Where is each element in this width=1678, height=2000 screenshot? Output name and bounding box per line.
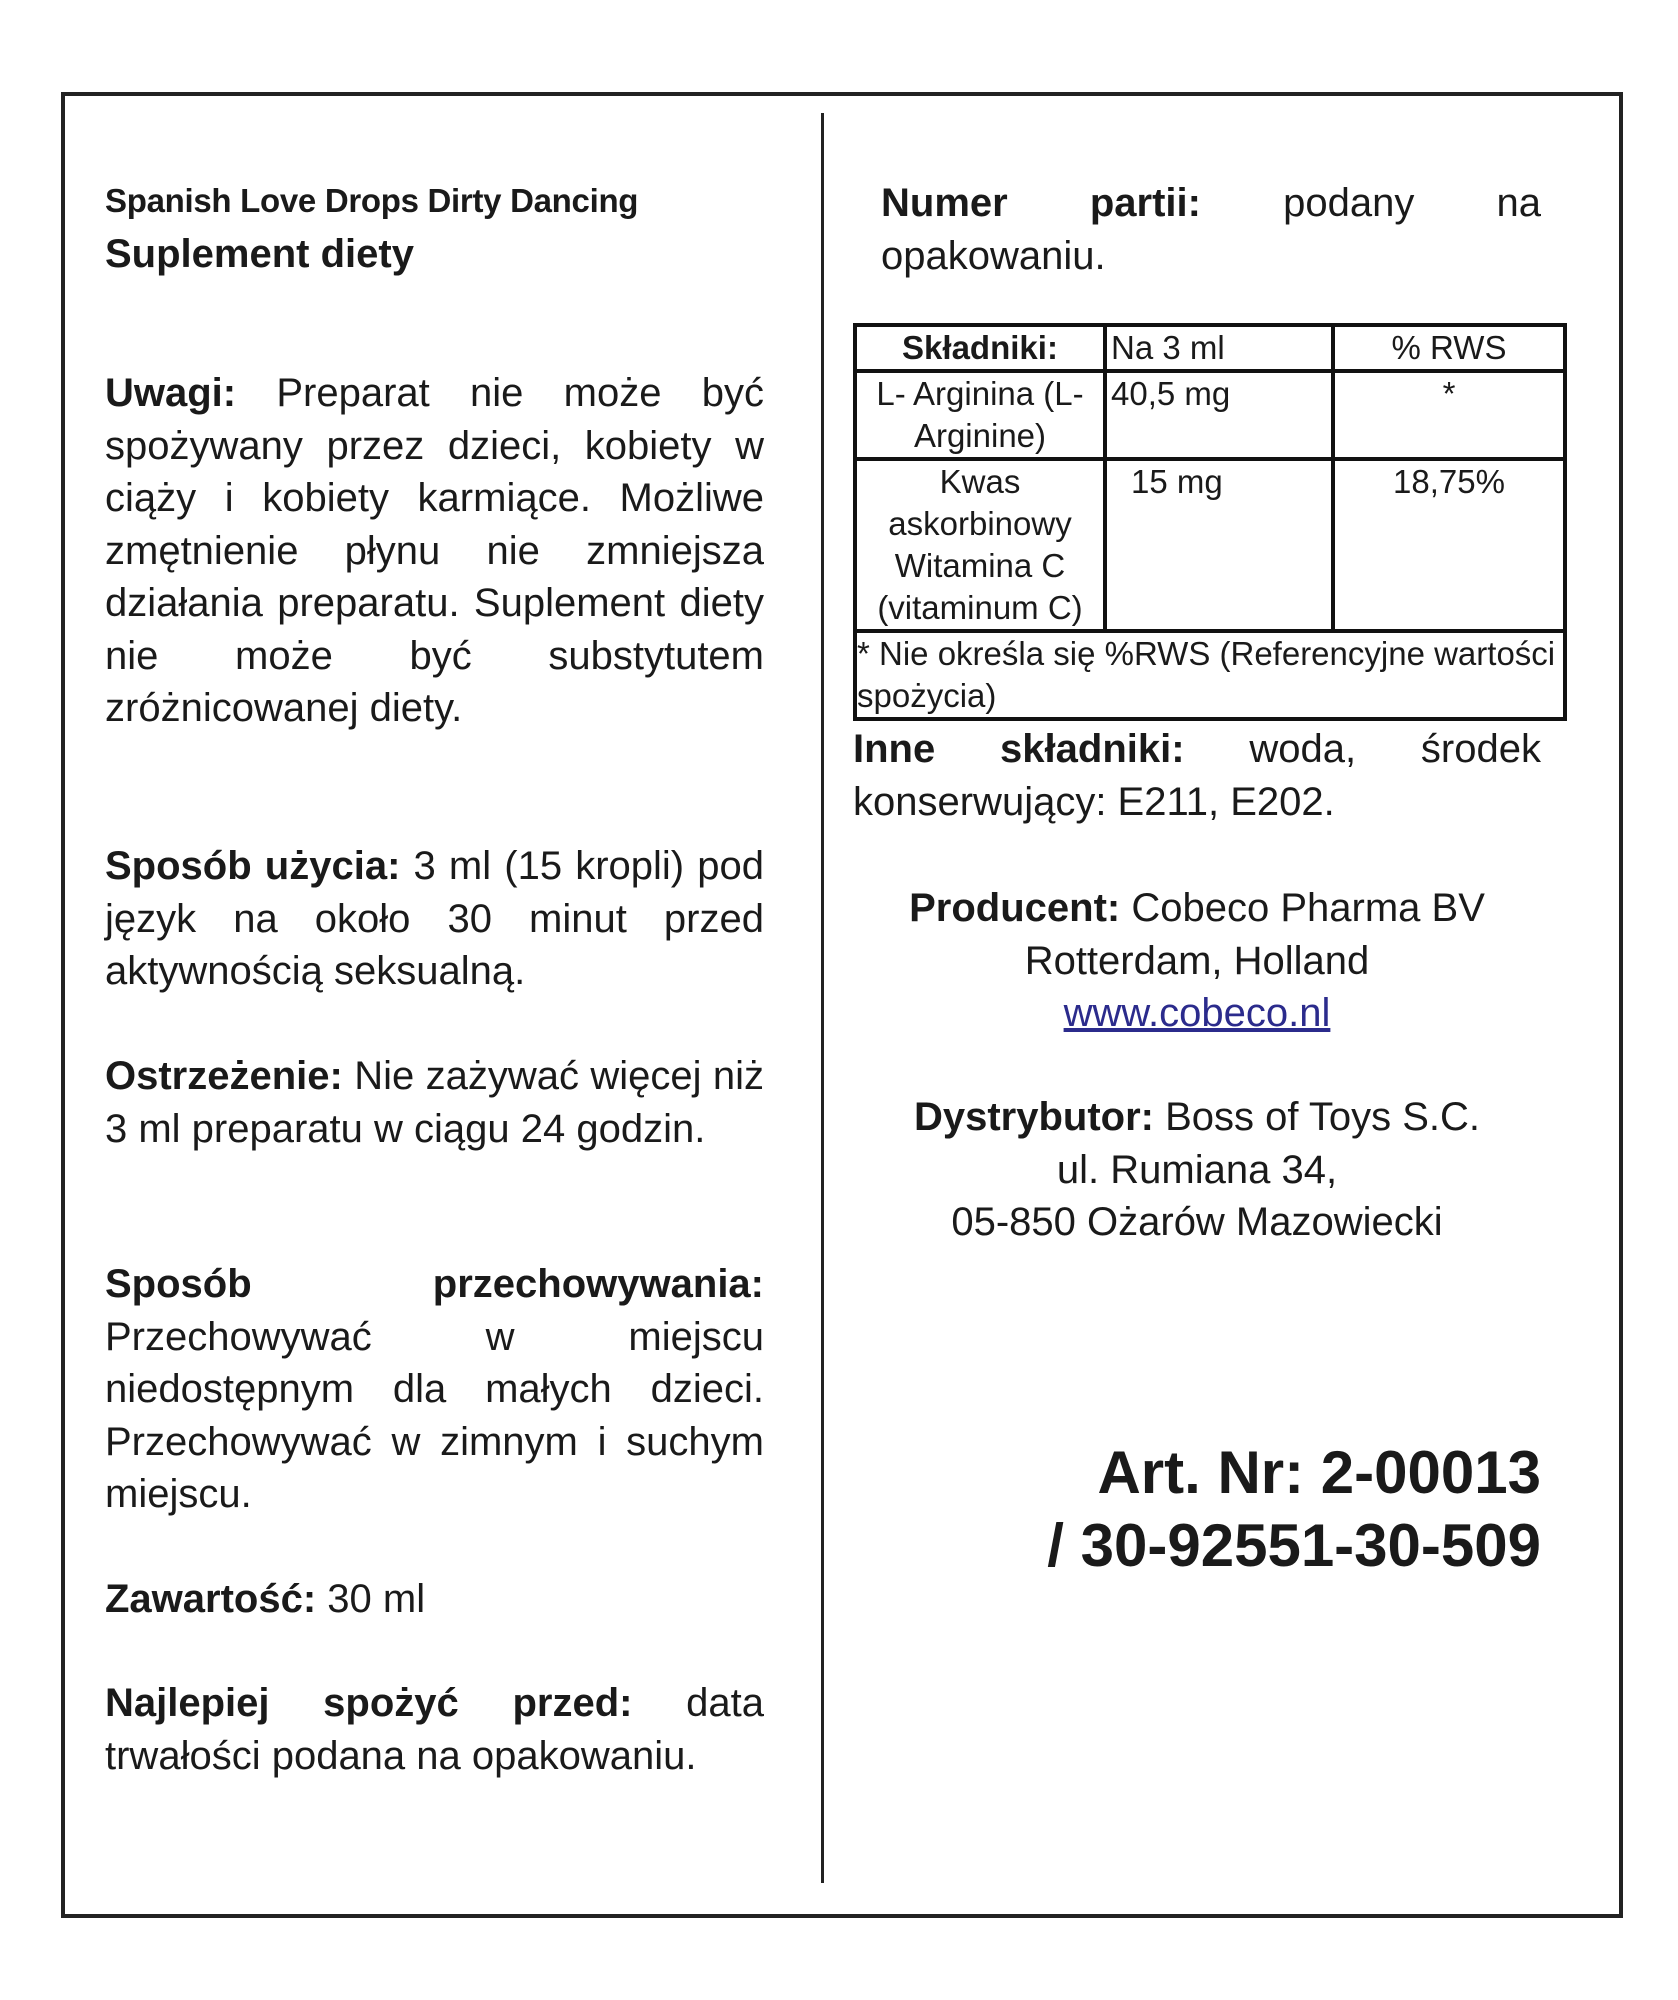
label: Uwagi:: [105, 371, 237, 415]
table-cell: 18,75%: [1333, 459, 1565, 631]
text: woda, środek konserwujący: E211, E202.: [853, 727, 1541, 824]
producer-website-link[interactable]: www.cobeco.nl: [1063, 991, 1331, 1035]
label: Najlepiej spożyć przed:: [105, 1681, 633, 1725]
text: 3 ml (15 kropli) pod język na około 30 minut przed aktywnością seksualną.: [105, 844, 764, 993]
distributor-name: Boss of Toys S.C.: [1165, 1095, 1481, 1139]
header-cell: Składniki:: [855, 325, 1105, 371]
distributor-city: 05-850 Ożarów Mazowiecki: [951, 1200, 1443, 1244]
label: Sposób użycia:: [105, 844, 401, 888]
text: Nie zażywać więcej niż 3 ml preparatu w ciągu 24 godzin.: [105, 1054, 764, 1151]
table-row: [855, 371, 1565, 459]
section-zawartosc: [105, 1573, 764, 1626]
table-row: [855, 459, 1565, 631]
table-cell: *: [1333, 371, 1565, 459]
section-inne-skladniki: [853, 723, 1541, 828]
header-cell: % RWS: [1333, 325, 1565, 371]
section-najlepiej: [105, 1677, 764, 1782]
label: Dystrybutor:: [913, 1095, 1154, 1139]
product-subtitle: Suplement diety: [105, 232, 414, 276]
label: Sposób przechowywania:: [105, 1262, 764, 1306]
nutrition-table: [853, 323, 1567, 721]
table-cell: 40,5 mg: [1105, 371, 1333, 459]
article-number: [900, 1436, 1541, 1582]
section-sposob-uzycia: [105, 840, 764, 998]
text: podany na opakowaniu.: [881, 181, 1541, 278]
label: Zawartość:: [105, 1577, 317, 1621]
label: Producent:: [909, 886, 1121, 930]
text: Przechowywać w miejscu niedostępnym dla małych dzieci. Przechowywać w zimnym i suchym miejscu.: [105, 1314, 764, 1516]
section-ostrzezenie: [105, 1050, 764, 1155]
article-number-line2: / 30-92551-30-509: [1047, 1512, 1541, 1579]
section-uwagi: [105, 367, 764, 735]
product-title: Spanish Love Drops Dirty Dancing: [105, 182, 639, 219]
table-footnote: * Nie określa się %RWS (Referencyjne wartości spożycia): [855, 631, 1565, 719]
table-cell: 15 mg: [1105, 459, 1333, 631]
text: Preparat nie może być spożywany przez dzieci, kobiety w ciąży i kobiety karmiące. Możliwe zmętnienie płynu nie zmniejsza działania preparatu. Suplement diety nie może być substytutem zróżnicowanej diety.: [105, 371, 764, 730]
label: Numer partii:: [881, 181, 1201, 225]
header-cell: Na 3 ml: [1105, 325, 1333, 371]
label: Ostrzeżenie:: [105, 1054, 343, 1098]
section-numer-partii: [881, 177, 1541, 282]
table-cell: L- Arginina (L-Arginine): [855, 371, 1105, 459]
section-producent: [853, 882, 1541, 1040]
table-cell: Kwas askorbinowy Witamina C (vitaminum C): [855, 459, 1105, 631]
table-header-row: [855, 325, 1565, 371]
section-przechowywanie: [105, 1258, 764, 1521]
producer-city: Rotterdam, Holland: [1024, 938, 1370, 983]
distributor-street: ul. Rumiana 34,: [1056, 1147, 1338, 1192]
table-footnote-row: [855, 631, 1565, 719]
producer-name: Cobeco Pharma BV: [1131, 886, 1485, 930]
label: Inne składniki:: [853, 727, 1185, 771]
section-dystrybutor: [853, 1091, 1541, 1249]
text: data trwałości podana na opakowaniu.: [105, 1681, 764, 1778]
column-divider: [821, 113, 824, 1883]
article-number-line1: Art. Nr: 2-00013: [1097, 1439, 1541, 1506]
text: 30 ml: [327, 1577, 426, 1621]
